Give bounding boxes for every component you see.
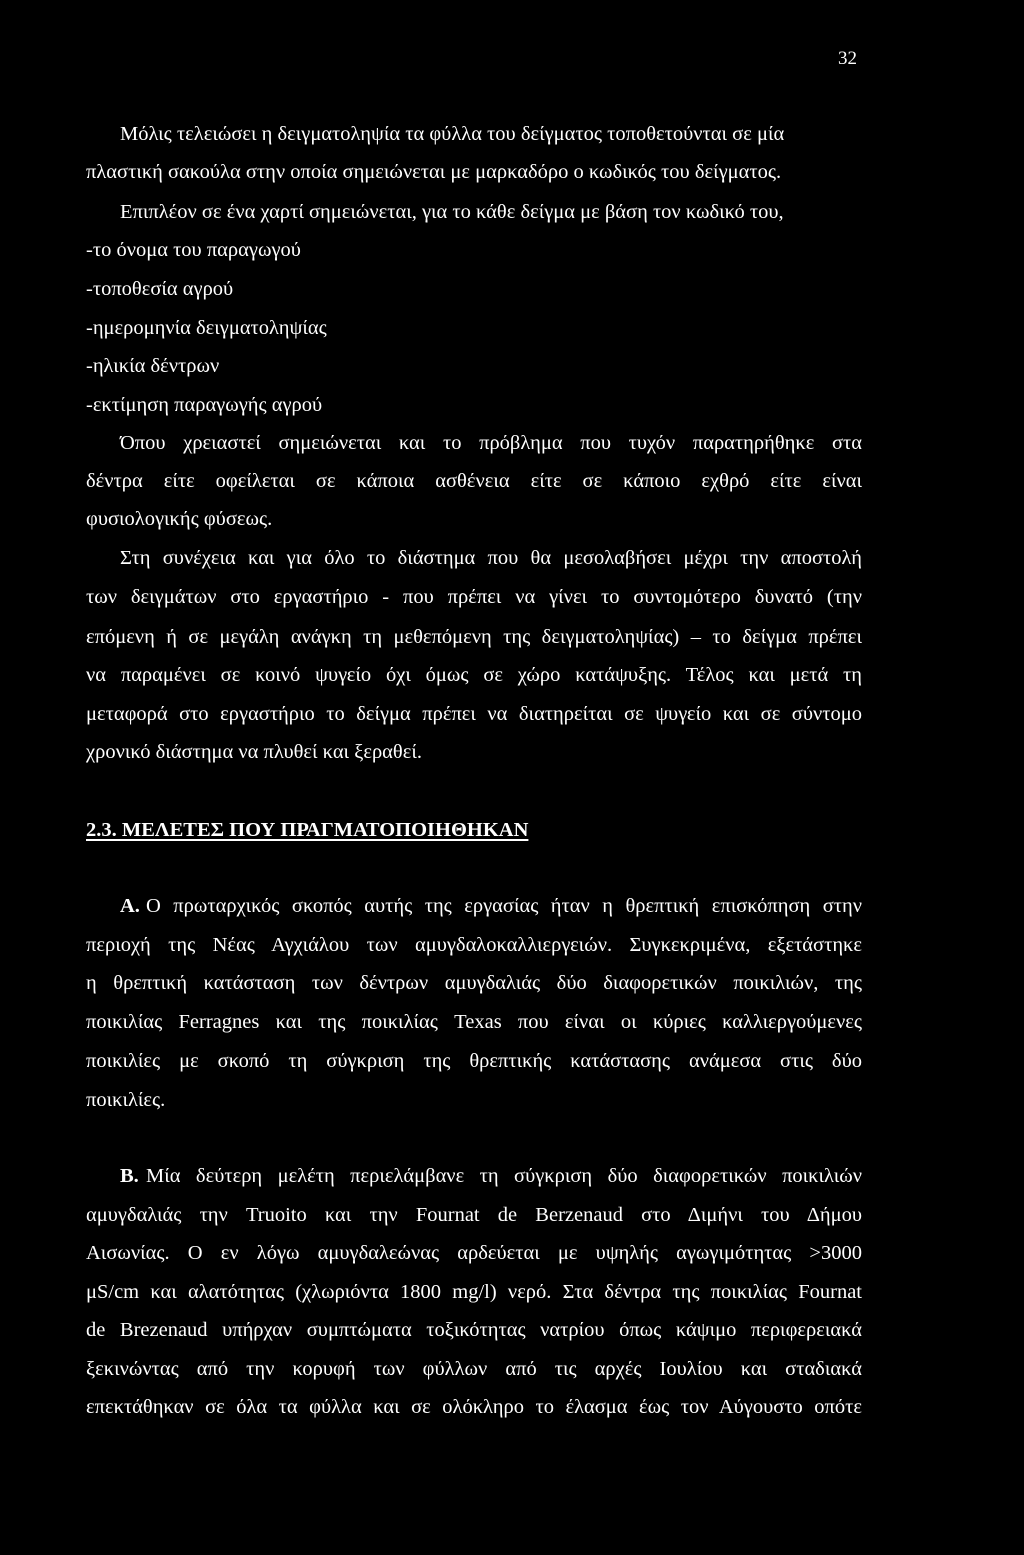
text-line: πλαστική σακούλα στην οποία σημειώνεται με μαρκαδόρο ο κωδικός του δείγματος. bbox=[86, 161, 782, 183]
text-line: ποικιλίας Ferragnes και της ποικιλίας Texas που είναι οι κύριες καλλιεργούμενες bbox=[86, 1011, 862, 1033]
section-heading: 2.3. ΜΕΛΕΤΕΣ ΠΟΥ ΠΡΑΓΜΑΤΟΠΟΙΗΘΗΚΑΝ bbox=[86, 819, 529, 841]
study-label-b: Β. bbox=[120, 1165, 139, 1187]
text-line: μεταφορά στο εργαστήριο το δείγμα πρέπει να διατηρείται σε ψυγείο και σε σύντομο bbox=[86, 703, 862, 725]
text-line: de Brezenaud υπήρχαν συμπτώματα τοξικότητας νατρίου όπως κάψιμο περιφερειακά bbox=[86, 1319, 862, 1341]
text-line: Μόλις τελειώσει η δειγματοληψία τα φύλλα του δείγματος τοποθετούνται σε μία bbox=[120, 123, 785, 145]
text-line: Ο πρωταρχικός σκοπός αυτής της εργασίας ήταν η θρεπτική επισκόπηση στην bbox=[146, 895, 862, 917]
text-line: μS/cm και αλατότητας (χλωριόντα 1800 mg/l) νερό. Στα δέντρα της ποικιλίας Fournat bbox=[86, 1281, 862, 1303]
text-line: φυσιολογικής φύσεως. bbox=[86, 508, 273, 530]
text-line: η θρεπτική κατάσταση των δέντρων αμυγδαλιάς δύο διαφορετικών ποικιλιών, της bbox=[86, 972, 862, 994]
list-item: -το όνομα του παραγωγού bbox=[86, 239, 301, 261]
page-number: 32 bbox=[838, 48, 857, 69]
text-line: αμυγδαλιάς την Truoito και την Fournat de Berzenaud στο Διμήνι του Δήμου bbox=[86, 1204, 862, 1226]
text-line: Αισωνίας. Ο εν λόγω αμυγδαλεώνας αρδεύεται με υψηλής αγωγιμότητας >3000 bbox=[86, 1242, 862, 1264]
list-item: -ημερομηνία δειγματοληψίας bbox=[86, 317, 327, 339]
text-line: Επιπλέον σε ένα χαρτί σημειώνεται, για το κάθε δείγμα με βάση τον κωδικό του, bbox=[120, 201, 784, 223]
text-line: ξεκινώντας από την κορυφή των φύλλων από τις αρχές Ιουλίου και σταδιακά bbox=[86, 1358, 862, 1380]
text-line: των δειγμάτων στο εργαστήριο - που πρέπει να γίνει το συντομότερο δυνατό (την bbox=[86, 586, 862, 608]
text-line: περιοχή της Νέας Αγχιάλου των αμυγδαλοκαλλιεργειών. Συγκεκριμένα, εξετάστηκε bbox=[86, 934, 862, 956]
list-item: -ηλικία δέντρων bbox=[86, 355, 220, 377]
study-label-a: Α. bbox=[120, 895, 140, 917]
text-line: Μία δεύτερη μελέτη περιελάμβανε τη σύγκριση δύο διαφορετικών ποικιλιών bbox=[146, 1165, 862, 1187]
text-line: επόμενη ή σε μεγάλη ανάγκη τη μεθεπόμενη της δειγματοληψίας) – το δείγμα πρέπει bbox=[86, 626, 862, 648]
text-line: Όπου χρειαστεί σημειώνεται και το πρόβλημα που τυχόν παρατηρήθηκε στα bbox=[120, 432, 862, 454]
text-line: ποικιλίες με σκοπό τη σύγκριση της θρεπτικής κατάστασης ανάμεσα στις δύο bbox=[86, 1050, 862, 1072]
text-line: δέντρα είτε οφείλεται σε κάποια ασθένεια είτε σε κάποιο εχθρό είτε είναι bbox=[86, 470, 862, 492]
text-line: Στη συνέχεια και για όλο το διάστημα που θα μεσολαβήσει μέχρι την αποστολή bbox=[120, 547, 862, 569]
text-line: να παραμένει σε κοινό ψυγείο όχι όμως σε χώρο κατάψυξης. Τέλος και μετά τη bbox=[86, 664, 862, 686]
text-line: ποικιλίες. bbox=[86, 1089, 166, 1111]
list-item: -εκτίμηση παραγωγής αγρού bbox=[86, 394, 323, 416]
text-line: επεκτάθηκαν σε όλα τα φύλλα και σε ολόκληρο το έλασμα έως τον Αύγουστο οπότε bbox=[86, 1396, 862, 1418]
list-item: -τοποθεσία αγρού bbox=[86, 278, 234, 300]
text-line: χρονικό διάστημα να πλυθεί και ξεραθεί. bbox=[86, 741, 422, 763]
